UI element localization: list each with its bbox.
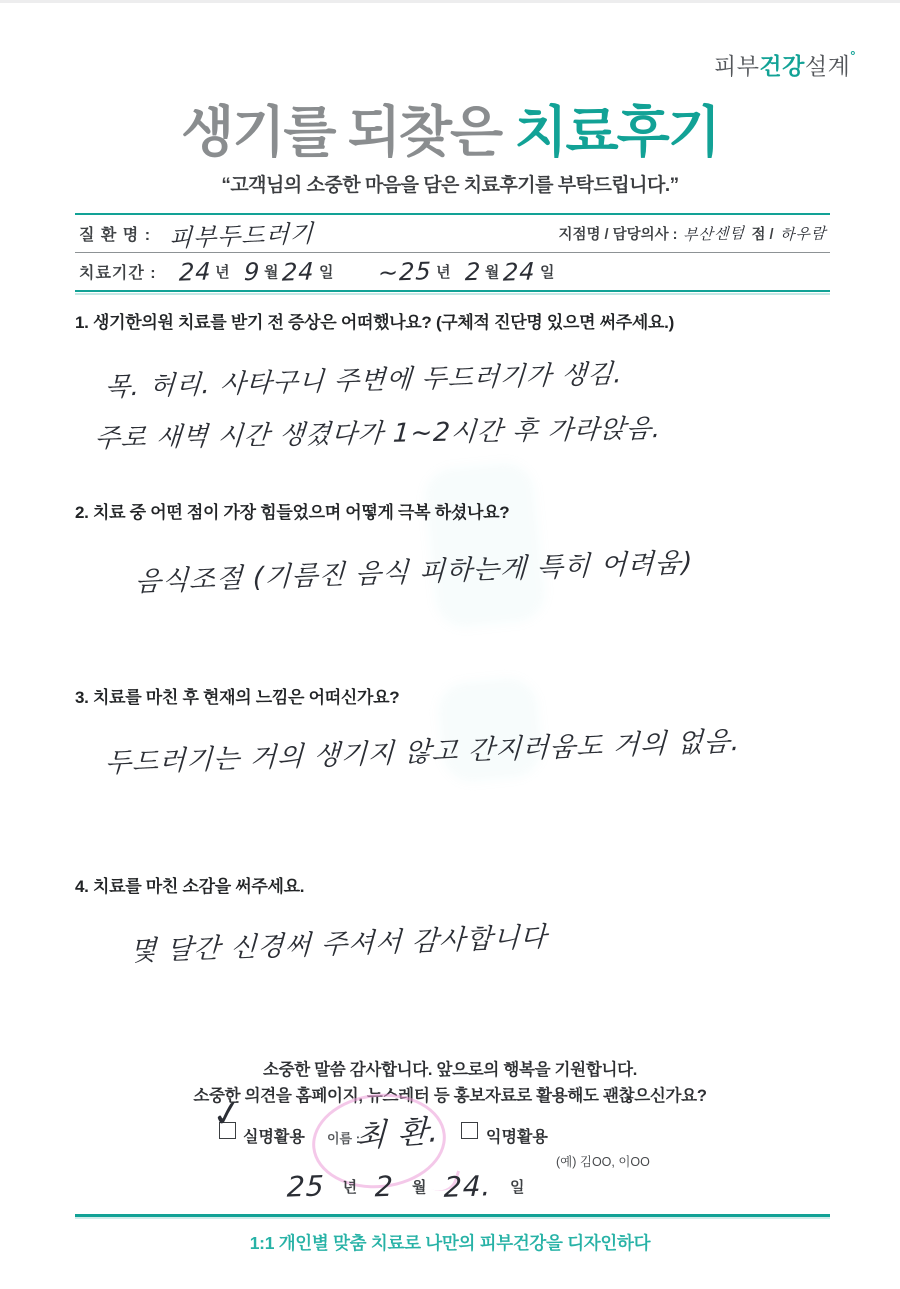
page-title-accent: 치료후기	[514, 101, 719, 163]
name-field-label: 이름 :	[327, 1131, 361, 1146]
page-title-gray: 생기를 되찾은	[181, 101, 515, 163]
signed-month-handwritten: 2	[374, 1169, 395, 1204]
question-1-answer-line-1: 목. 허리. 사타구니 주변에 두드러기가 생김.	[104, 359, 624, 403]
question-4-answer-line-1: 몇 달간 신경써 주셔서 감사합니다	[129, 921, 548, 968]
end-day-handwritten: 24	[502, 256, 537, 287]
footer-divider-line	[75, 1214, 830, 1217]
branch-suffix-label: 점 /	[751, 227, 774, 243]
year-unit: 년	[436, 264, 451, 281]
checkmark-handwritten: ✓	[209, 1092, 246, 1137]
anonymous-option-label: 익명활용	[486, 1129, 548, 1146]
patient-info-table	[75, 213, 830, 292]
logo-prefix: 피부	[713, 53, 760, 79]
thanks-message-line-1: 소중한 말씀 감사합니다. 앞으로의 행복을 기원합니다.	[262, 1061, 638, 1079]
year-unit: 년	[342, 1179, 358, 1196]
month-unit: 월	[263, 264, 279, 281]
signed-date-row	[283, 1170, 525, 1203]
branch-doctor-cell	[558, 223, 826, 244]
end-month-handwritten: 2	[464, 257, 482, 286]
start-year-handwritten: 24	[178, 256, 212, 287]
anonymous-checkbox[interactable]	[461, 1122, 478, 1139]
question-2-label: 2. 치료 중 어떤 점이 가장 힘들었으며 어떻게 극복 하셨나요?	[75, 503, 510, 522]
branch-doctor-label: 지점명 / 담당의사 :	[558, 227, 678, 243]
question-1-answer-line-2: 주로 새벽 시간 생겼다가 1~2시간 후 가라앉음.	[93, 414, 663, 454]
day-unit: 일	[539, 264, 555, 281]
doctor-value-handwritten: 하우람	[779, 224, 827, 244]
month-unit: 월	[411, 1179, 427, 1196]
page-title	[0, 88, 900, 167]
name-example-text: (예) 김OO, 이OO	[556, 1155, 650, 1169]
start-day-handwritten: 24	[281, 256, 316, 287]
signed-day-handwritten: 24.	[443, 1169, 493, 1204]
name-value-handwritten: 최 환.	[355, 1113, 441, 1156]
logo-suffix: 설계	[804, 53, 851, 79]
logo-degree-mark: °	[850, 48, 856, 63]
question-4-label: 4. 치료를 마친 소감을 써주세요.	[75, 877, 305, 896]
question-1-label: 1. 생기한의원 치료를 받기 전 증상은 어떠했나요? (구체적 진단명 있으면 써주세요.)	[75, 313, 674, 332]
year-unit: 년	[215, 264, 230, 281]
consent-question-line: 소중한 의견을 홈페이지, 뉴스레터 등 홍보자료로 활용해도 괜찮으신가요?	[193, 1087, 707, 1105]
scan-edge-artifact	[0, 0, 900, 3]
logo-accent: 건강	[759, 53, 805, 79]
day-unit: 일	[510, 1179, 525, 1196]
real-name-option-label: 실명활용	[243, 1129, 305, 1146]
signed-year-handwritten: 25	[286, 1169, 326, 1204]
page-subtitle: “고객님의 소중한 마음을 담은 치료후기를 부탁드립니다.”	[221, 175, 679, 196]
disease-label: 질 환 명 :	[79, 227, 152, 244]
footer-slogan: 1:1 개인별 맞춤 치료로 나만의 피부건강을 디자인하다	[249, 1233, 651, 1253]
question-2-answer-line-1: 음식조절 (기름진 음식 피하는게 특히 어려움)	[134, 547, 694, 598]
start-month-handwritten: 9	[243, 257, 261, 286]
question-3-answer-line-1: 두드러기는 거의 생기지 않고 간지러움도 거의 없음.	[104, 725, 742, 780]
branch-value-handwritten: 부산센텀	[683, 223, 746, 245]
clinic-logo	[714, 48, 856, 81]
disease-value-handwritten: 피부두드러기	[168, 219, 315, 253]
day-unit: 일	[318, 264, 334, 281]
disease-row	[75, 215, 830, 253]
end-year-handwritten: ~25	[378, 256, 433, 287]
month-unit: 월	[484, 264, 500, 281]
treatment-period-row	[75, 253, 830, 290]
question-3-label: 3. 치료를 마친 후 현재의 느낌은 어떠신가요?	[75, 688, 400, 707]
period-label: 치료기간 :	[79, 265, 157, 282]
